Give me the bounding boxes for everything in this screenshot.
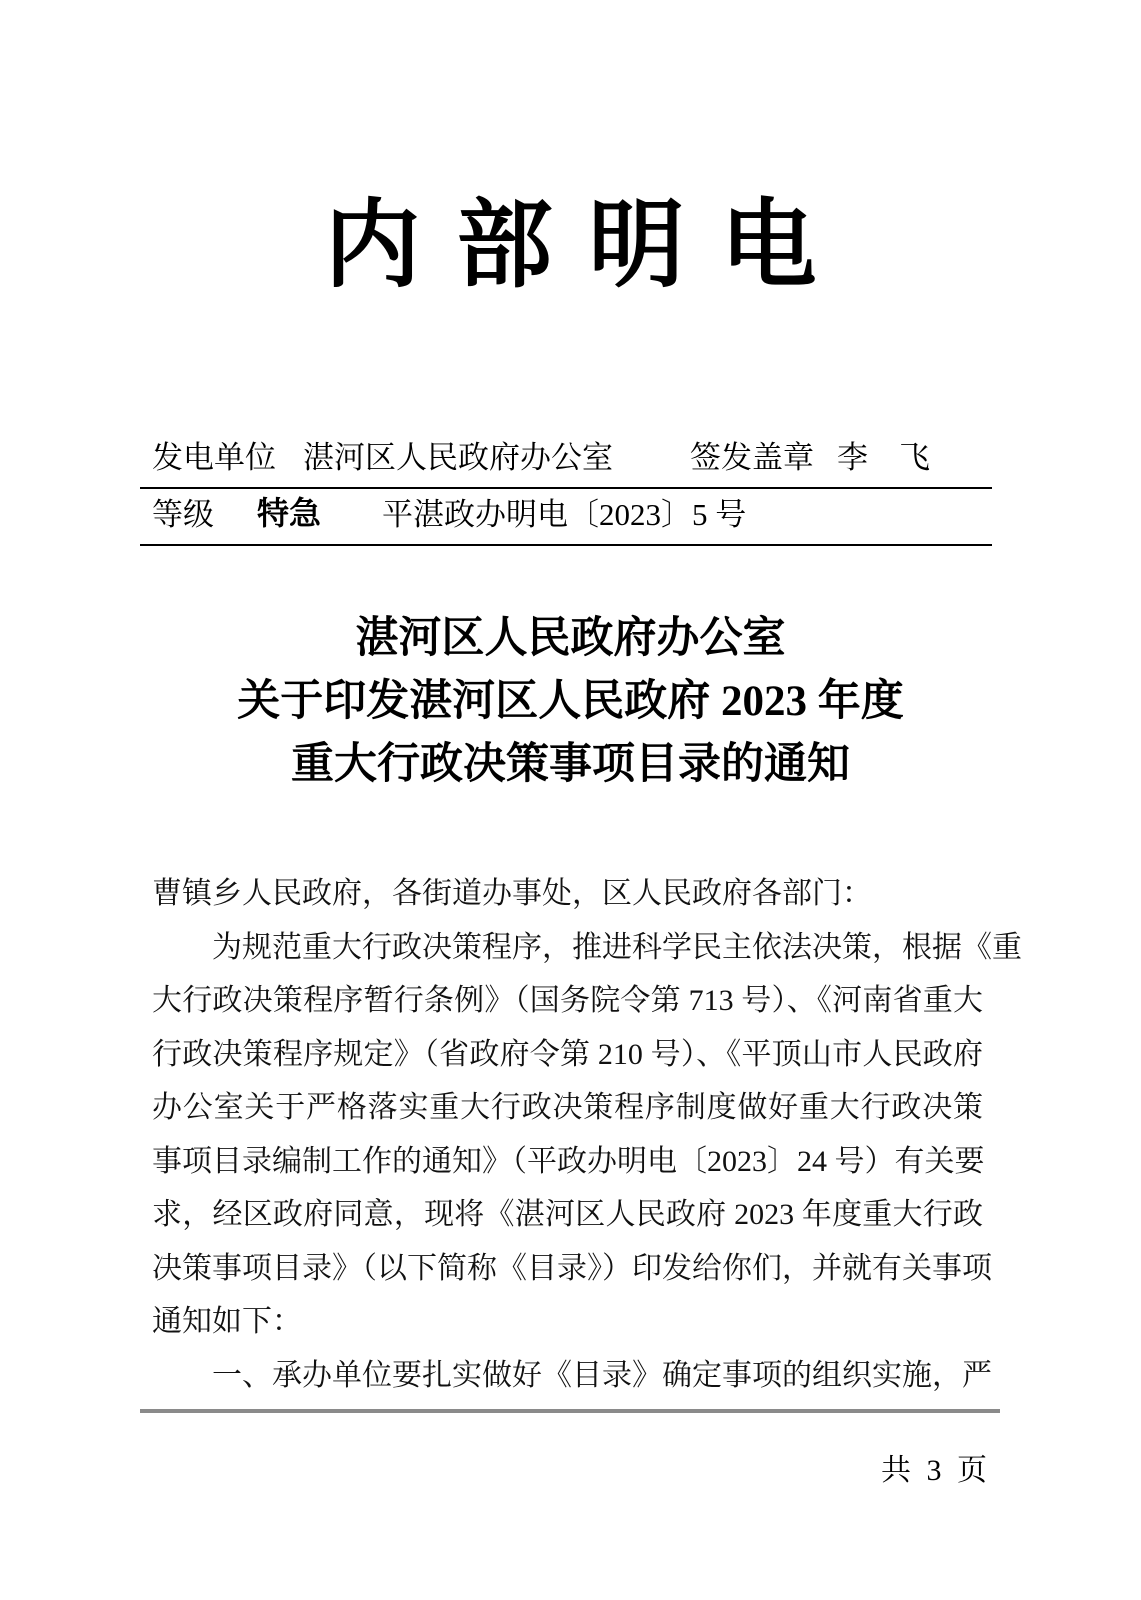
body-line: 办公室关于严格落实重大行政决策程序制度做好重大行政决策 [152, 1091, 983, 1124]
grade-label: 等级 [152, 497, 214, 532]
body-line: 一、承办单位要扎实做好《目录》确定事项的组织实施，严 [212, 1358, 992, 1392]
signer-value: 李 飞 [837, 440, 930, 475]
grade-row [140, 489, 992, 546]
document-title [0, 607, 1141, 796]
body-line: 曹镇乡人民政府，各街道办事处，区人民政府各部门： [152, 877, 872, 910]
header-form [140, 434, 992, 546]
body-line: 行政决策程序规定》（省政府令第 210 号）、《平顶山市人民政府 [152, 1037, 983, 1071]
sender-row [140, 434, 992, 489]
document-title-line: 湛河区人民政府办公室 [355, 615, 786, 662]
document-title-line: 重大行政决策事项目录的通知 [291, 741, 850, 788]
document-body [152, 867, 1022, 1402]
document-title-line: 关于印发湛河区人民政府 2023 年度 [237, 678, 904, 725]
body-line: 决策事项目录》（以下简称《目录》）印发给你们，并就有关事项 [152, 1251, 992, 1285]
body-line: 大行政决策程序暂行条例》（国务院令第 713 号）、《河南省重大 [152, 984, 983, 1017]
signer-label: 签发盖章 [690, 440, 814, 475]
page-count: 共 3 页 [881, 1454, 991, 1487]
doc-number: 平湛政办明电〔2023〕5 号 [382, 497, 747, 532]
body-line: 求，经区政府同意，现将《湛河区人民政府 2023 年度重大行政 [152, 1198, 983, 1231]
sender-label: 发电单位 [152, 440, 276, 475]
sender-value: 湛河区人民政府办公室 [303, 440, 613, 475]
body-line: 事项目录编制工作的通知》（平政办明电〔2023〕24 号）有关要 [152, 1144, 985, 1178]
grade-value: 特急 [257, 495, 322, 531]
footer-divider [140, 1409, 1000, 1413]
body-line: 为规范重大行政决策程序，推进科学民主依法决策，根据《重 [212, 930, 1022, 964]
telegram-header-title: 内部明电 [324, 192, 853, 299]
body-line: 通知如下： [152, 1305, 302, 1338]
